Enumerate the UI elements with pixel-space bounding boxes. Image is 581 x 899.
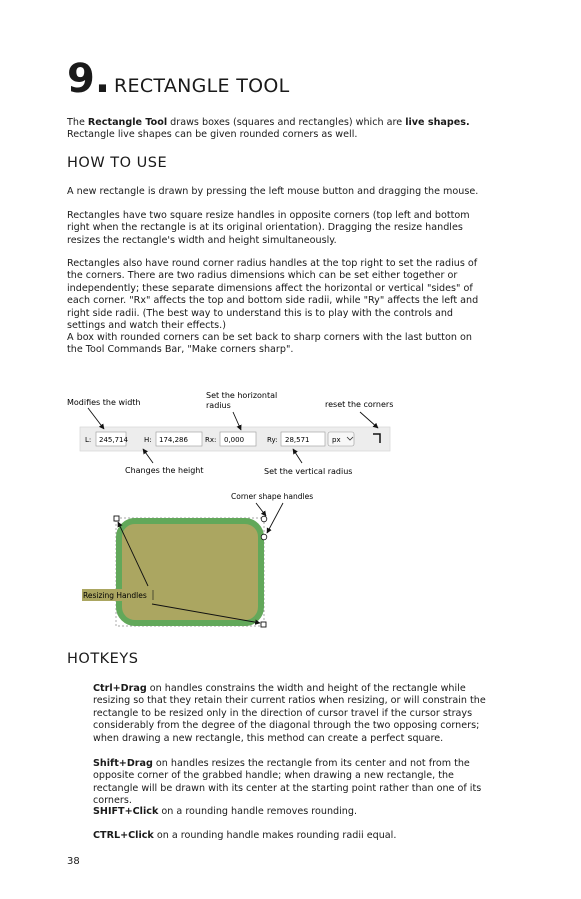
chapter-heading (67, 56, 290, 102)
hotkey-shift-click (93, 806, 487, 818)
label-horizontal-radius-1: Set the horizontal (206, 391, 278, 400)
corner-handle-rx[interactable] (261, 516, 267, 522)
label-corner-shape-handles: Corner shape handles (231, 492, 314, 501)
hotkey-key: Shift+Drag (93, 758, 153, 769)
intro-text: draws boxes (squares and rectangles) which are (167, 117, 406, 128)
hotkey-description: on handles constrains the width and height of the rectangle while resizing so that they retain their current ratios when resizing, or will constrain the rectangle to be resized only in the direction of cursor travel if the cursor strays considerably from the degree of the diagonal through the two opposing corners; when drawing a new rectangle, this method can create a perfect square. (93, 683, 486, 744)
ry-value: 28,571 (285, 436, 310, 444)
page-number: 38 (67, 856, 80, 867)
section-heading-how-to-use: HOW TO USE (67, 155, 168, 171)
how-to-use-paragraph-3: Rectangles also have round corner radius handles at the top right to set the radius of the corners. There are two radius dimensions which can be set either together or independently; these separate dimensions affect the horizontal or vertical "sides" of each corner. "Rx" affects the top and bottom side radii, while "Ry" affects the left and right side radii. (The best way to understand this is to play with the controls and settings and watch their effects.) (67, 258, 479, 332)
how-to-use-paragraph-1: A new rectangle is drawn by pressing the left mouse button and dragging the mouse. (67, 186, 479, 197)
hotkey-ctrl-drag (93, 683, 487, 745)
arrow-width (88, 408, 104, 429)
toolbar-figure (60, 385, 400, 485)
field-label-height: H: (144, 436, 152, 444)
intro-text: Rectangle live shapes can be given rounded corners as well. (67, 129, 358, 141)
section-heading-hotkeys: HOTKEYS (67, 651, 139, 667)
width-value: 245,714 (99, 436, 128, 444)
label-horizontal-radius-2: radius (206, 401, 231, 410)
unit-value: px (332, 436, 341, 444)
how-to-use-paragraph-2: Rectangles have two square resize handles in opposite corners (top left and bottom right when the rectangle is at its original orientation). Dragging the resize handles resizes the rectangle's width and height simultaneously. (67, 210, 470, 246)
label-vertical-radius: Set the vertical radius (264, 467, 353, 476)
hotkey-description: on handles resizes the rectangle from its center and not from the opposite corner of the grabbed handle; when drawing a new rectangle, the rectangle will be drawn with its center at the starting point rather than one of its corners. (93, 758, 482, 807)
hotkey-key: SHIFT+Click (93, 806, 159, 817)
intro-bold-live-shapes: live shapes. (405, 117, 470, 128)
hotkey-key: CTRL+Click (93, 830, 154, 841)
chapter-number: 9. (67, 56, 111, 102)
corner-handle-ry[interactable] (261, 534, 267, 540)
arrow-reset (360, 412, 378, 428)
height-value: 174,286 (159, 436, 188, 444)
how-to-use-paragraph-4: A box with rounded corners can be set back to sharp corners with the last button on the Tool Commands Bar, "Make corners sharp". (67, 332, 472, 356)
label-resizing-handles: Resizing Handles (83, 591, 147, 600)
field-label-ry: Ry: (267, 436, 278, 444)
rectangle-figure (78, 486, 378, 646)
hotkey-description: on a rounding handle removes rounding. (158, 806, 358, 817)
rounded-rectangle (119, 521, 261, 623)
intro-text: The (67, 117, 88, 128)
label-changes-height: Changes the height (125, 466, 204, 475)
arrow-corner-ry (267, 503, 283, 533)
intro-bold-tool: Rectangle Tool (87, 117, 168, 128)
field-label-rx: Rx: (205, 436, 217, 444)
hotkey-description: on a rounding handle makes rounding radii equal. (153, 830, 397, 841)
arrow-corner-rx (256, 503, 266, 516)
rx-value: 0,000 (224, 436, 245, 444)
resize-handle-top-left[interactable] (114, 516, 119, 521)
label-modifies-width: Modifies the width (67, 398, 141, 407)
label-reset-corners: reset the corners (325, 400, 394, 409)
hotkey-ctrl-click (93, 830, 487, 842)
hotkey-key: Ctrl+Drag (93, 683, 147, 694)
field-label-width: L: (85, 436, 92, 444)
intro-paragraph (67, 117, 487, 142)
chapter-title: RECTANGLE TOOL (114, 75, 290, 97)
hotkey-shift-drag (93, 758, 487, 808)
resize-handle-bottom-right[interactable] (261, 622, 266, 627)
